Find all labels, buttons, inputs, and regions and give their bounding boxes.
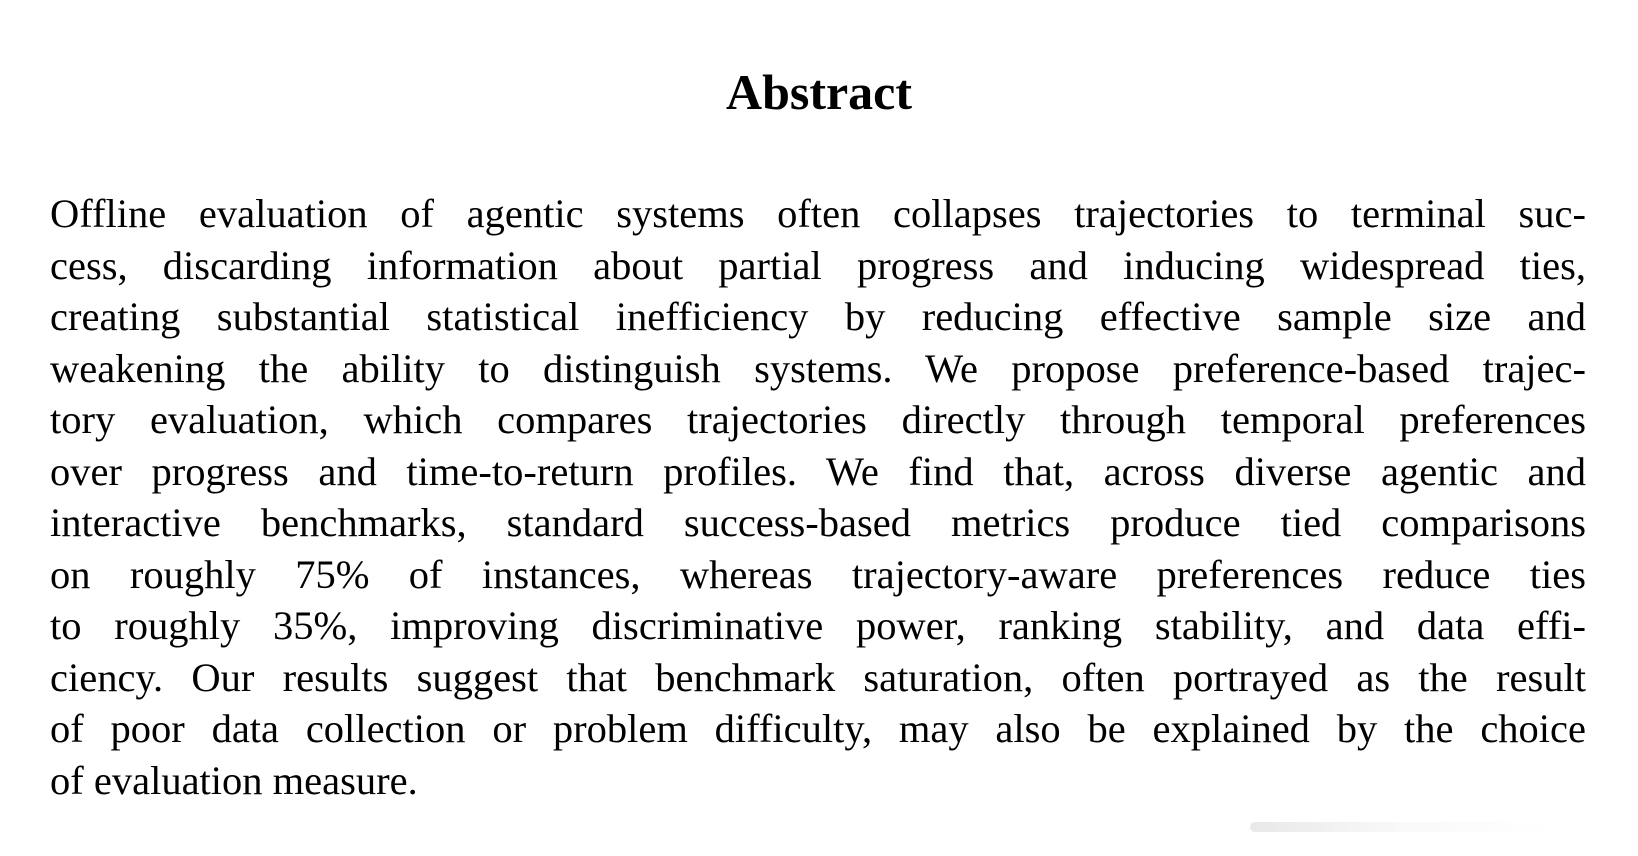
- abstract-line: of evaluation measure.: [50, 757, 418, 803]
- abstract-line: weakening the ability to distinguish systems. We propose preference-based trajec-: [50, 345, 1586, 391]
- abstract-line: to roughly 35%, improving discriminative power, ranking stability, and data effi-: [50, 603, 1586, 648]
- abstract-line: on roughly 75% of instances, whereas trajectory-aware preferences reduce ties: [50, 551, 1586, 597]
- abstract-line: over progress and time-to-return profiles. We find that, across diverse agentic and: [50, 448, 1586, 494]
- abstract-line: ciency. Our results suggest that benchmark saturation, often portrayed as the result: [50, 654, 1586, 700]
- abstract-line: interactive benchmarks, standard success-based metrics produce tied comparisons: [50, 500, 1586, 545]
- abstract-paragraph: [50, 188, 1586, 806]
- scan-smudge: [1250, 822, 1550, 832]
- abstract-heading: Abstract: [725, 64, 913, 120]
- abstract-line: cess, discarding information about partial progress and inducing widespread ties,: [50, 242, 1586, 288]
- abstract-line: Offline evaluation of agentic systems often collapses trajectories to terminal suc-: [50, 191, 1586, 236]
- abstract-line: creating substantial statistical inefficiency by reducing effective sample size and: [50, 294, 1586, 339]
- abstract-line: tory evaluation, which compares trajectories directly through temporal preferences: [50, 397, 1586, 442]
- abstract-line: of poor data collection or problem difficulty, may also be explained by the choice: [50, 706, 1586, 751]
